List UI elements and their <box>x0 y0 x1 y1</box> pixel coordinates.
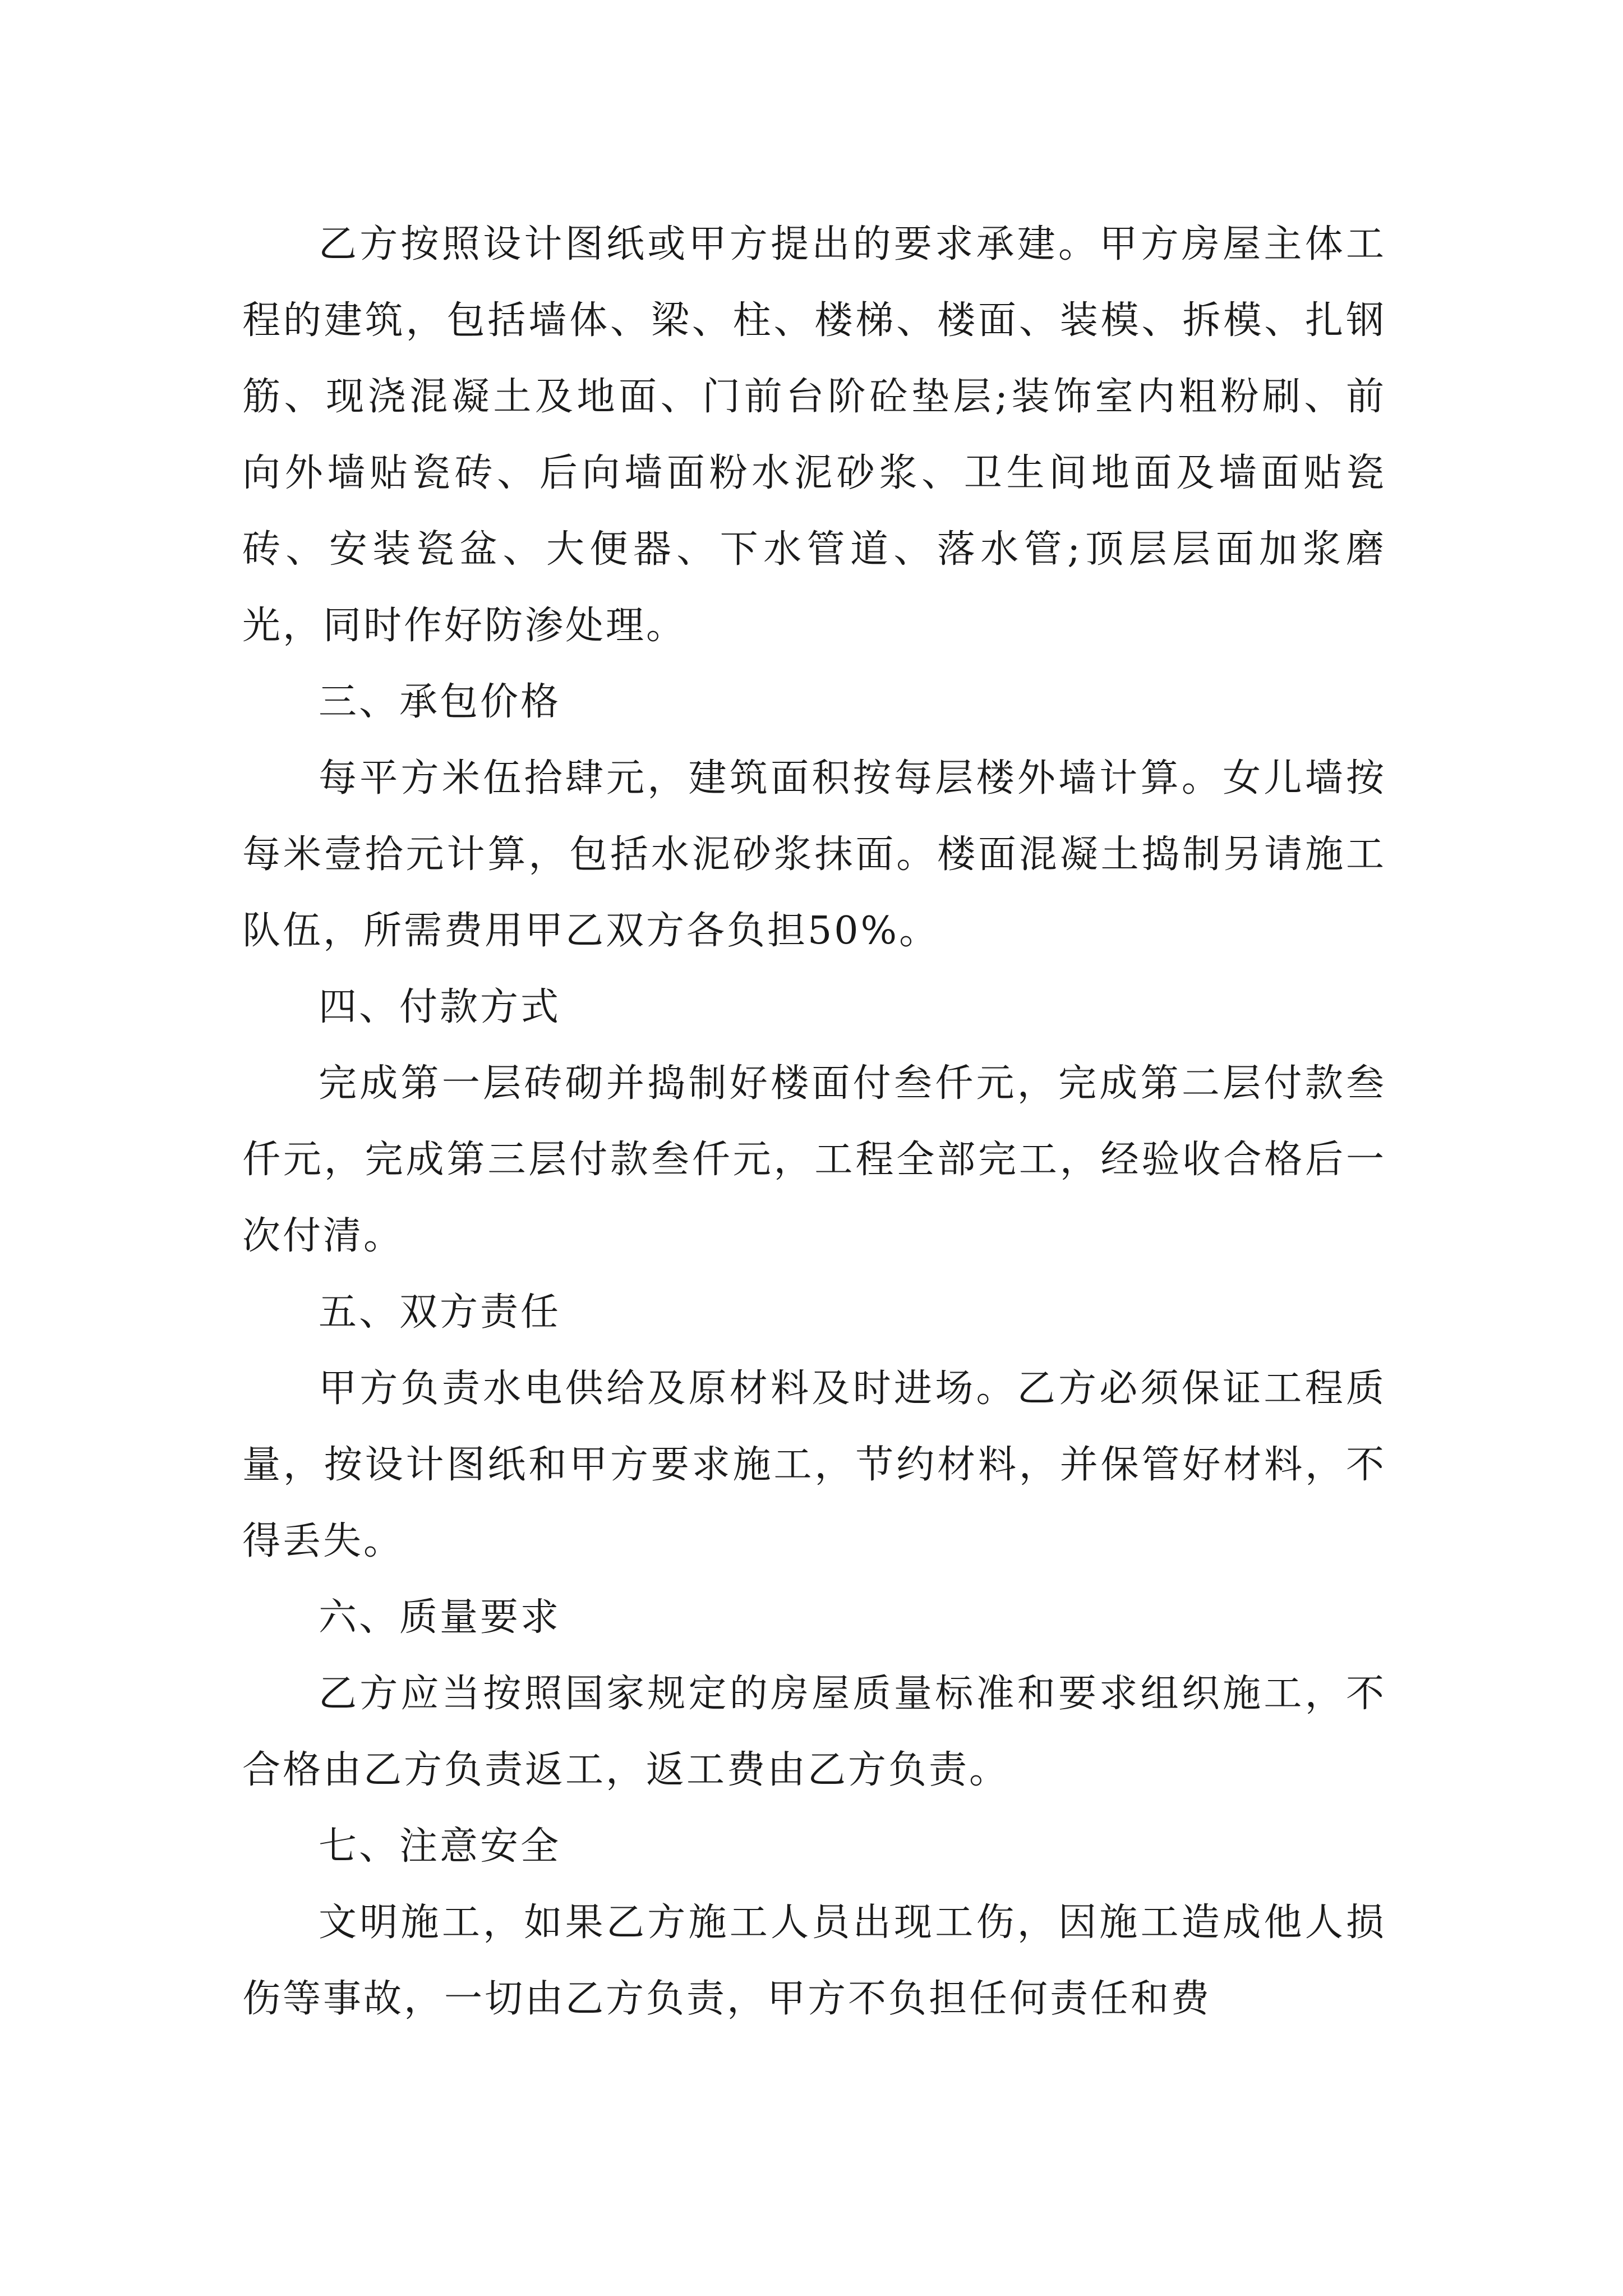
paragraph-responsibilities: 甲方负责水电供给及原材料及时进场。乙方必须保证工程质量，按设计图纸和甲方要求施工，节约材料，并保管好材料，不得丢失。 <box>242 1366 1386 1563</box>
heading-quality-requirements: 六、质量要求 <box>319 1595 561 1640</box>
paragraph-quality-requirements: 乙方应当按照国家规定的房屋质量标准和要求组织施工，不合格由乙方负责返工，返工费由乙方负责。 <box>242 1672 1386 1792</box>
heading-responsibilities: 五、双方责任 <box>319 1290 561 1335</box>
document-body <box>242 206 1386 2037</box>
paragraph-payment-method: 完成第一层砖砌并捣制好楼面付叁仟元，完成第二层付款叁仟元，完成第三层付款叁仟元，工程全部完工，经验收合格后一次付清。 <box>242 1061 1386 1258</box>
heading-contract-price: 三、承包价格 <box>319 680 561 724</box>
paragraph-construction-scope: 乙方按照设计图纸或甲方提出的要求承建。甲方房屋主体工程的建筑，包括墙体、梁、柱、楼梯、楼面、装模、拆模、扎钢筋、现浇混凝土及地面、门前台阶砼垫层;装饰室内粗粉刷、前向外墙贴瓷砖、后向墙面粉水泥砂浆、卫生间地面及墙面贴瓷砖、安装瓷盆、大便器、下水管道、落水管;顶层层面加浆磨光，同时作好防渗处理。 <box>242 222 1386 648</box>
paragraph-contract-price: 每平方米伍拾肆元，建筑面积按每层楼外墙计算。女儿墙按每米壹拾元计算，包括水泥砂浆抹面。楼面混凝土捣制另请施工队伍，所需费用甲乙双方各负担50%。 <box>242 756 1386 953</box>
heading-payment-method: 四、付款方式 <box>319 985 561 1029</box>
paragraph-safety: 文明施工，如果乙方施工人员出现工伤，因施工造成他人损伤等事故，一切由乙方负责，甲方不负担任何责任和费 <box>242 1901 1386 2021</box>
heading-safety: 七、注意安全 <box>319 1824 561 1869</box>
